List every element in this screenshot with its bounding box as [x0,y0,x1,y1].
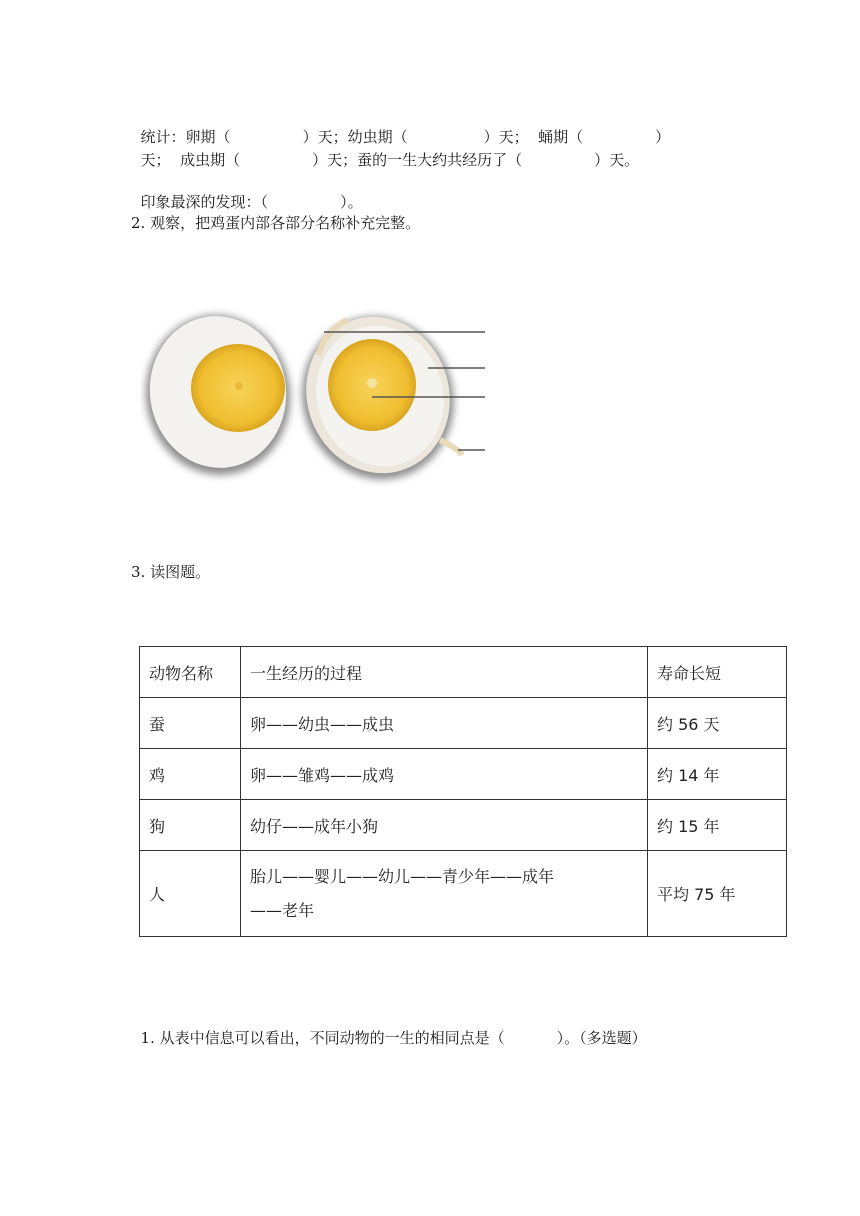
stats-larva-label: ）天；幼虫期（ [302,128,408,146]
animal-lifecycle-table [139,646,787,937]
table-row [140,800,787,851]
stats-end: ）天。 [594,151,640,169]
table-row [140,749,787,800]
cell-process [241,851,648,937]
impression-line [131,169,363,213]
header-lifespan: 寿命长短 [648,647,787,698]
process-line-2: ——老年 [250,900,315,920]
cell-process: 卵——雏鸡——成鸡 [241,749,648,800]
cell-lifespan: 约 56 天 [648,698,787,749]
cell-animal: 蚕 [140,698,241,749]
right-egg-half [281,300,474,490]
question-2-title: 2. 观察，把鸡蛋内部各部分名称补充完整。 [131,214,421,232]
stats-egg-label: 统计：卵期（ [140,128,231,146]
cell-animal: 人 [140,851,241,937]
header-animal-name: 动物名称 [140,647,241,698]
cell-animal: 狗 [140,800,241,851]
impression-label: 印象最深的发现：（ [140,193,269,211]
table-header-row [140,647,787,698]
process-line-1: 胎儿——婴儿——幼儿——青少年——成年 [250,866,555,886]
cell-lifespan: 约 15 年 [648,800,787,851]
impression-end: ）。 [340,193,363,211]
table-row [140,851,787,937]
left-egg-half [140,306,300,484]
cell-process: 卵——幼虫——成虫 [241,698,648,749]
cell-lifespan: 约 14 年 [648,749,787,800]
table-row [140,698,787,749]
stats-line-2 [131,127,639,171]
stats-total-label: ）天；蚕的一生大约共经历了（ [312,151,523,169]
egg-cross-section-image [140,300,500,490]
header-process: 一生经历的过程 [241,647,648,698]
cell-lifespan: 平均 75 年 [648,851,787,937]
question-3-title: 3. 读图题。 [131,563,211,581]
sub-question-1-text: 1. 从表中信息可以看出，不同动物的一生的相同点是（ [140,1029,505,1047]
stats-adult-label: 天； 成虫期（ [140,151,241,169]
stats-paren: ） [655,128,671,146]
stats-pupa-label: ）天； 蛹期（ [483,128,584,146]
cell-animal: 鸡 [140,749,241,800]
sub-question-1-end: ）。（多选题） [556,1029,647,1047]
sub-question-1 [131,1005,647,1049]
cell-process: 幼仔——成年小狗 [241,800,648,851]
